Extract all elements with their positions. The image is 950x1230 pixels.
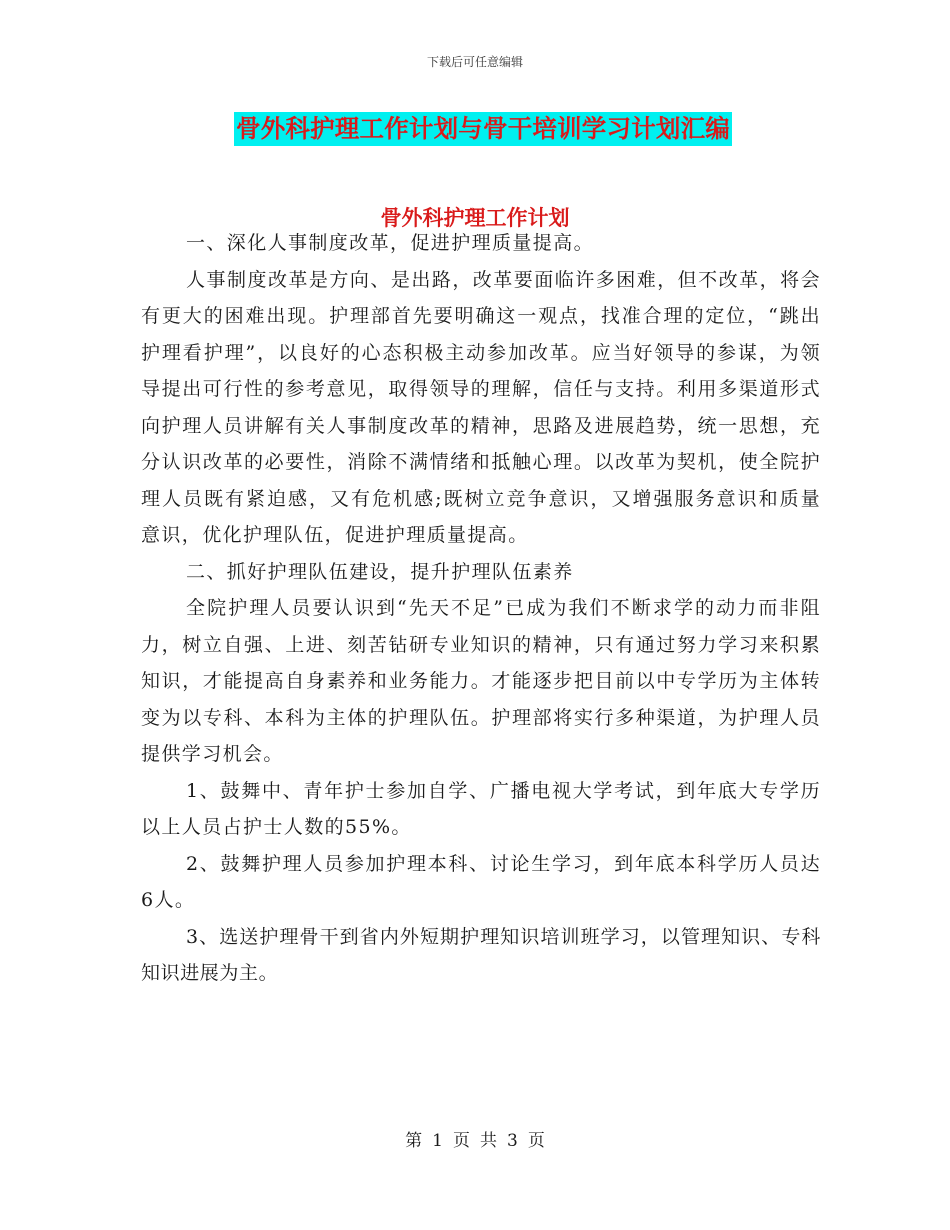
list-item-2: 2、鼓舞护理人员参加护理本科、讨论生学习，到年底本科学历人员达6人。 xyxy=(141,852,821,911)
document-main-title: 骨外科护理工作计划与骨干培训学习计划汇编 xyxy=(234,112,732,146)
heading-2: 二、抓好护理队伍建设，提升护理队伍素养 xyxy=(186,560,574,583)
section-title: 骨外科护理工作计划 xyxy=(380,206,570,230)
footer-page-word: 页 xyxy=(453,1131,470,1151)
list-item-3: 3、选送护理骨干到省内外短期护理知识培训班学习，以管理知识、专科知识进展为主。 xyxy=(141,925,821,984)
document-body xyxy=(141,225,821,992)
paragraph-1: 人事制度改革是方向、是出路，改革要面临许多困难，但不改革，将会有更大的困难出现。护理部首先要明确这一观点，找准合理的定位，“跳出护理看护理”，以良好的心态积极主动参加改革。应当好领导的参谋，为领导提出可行性的参考意见，取得领导的理解，信任与支持。利用多渠道形式向护理人员讲解有关人事制度改革的精神，思路及进展趋势，统一思想，充分认识改革的必要性，消除不满情绪和抵触心理。以改革为契机，使全院护理人员既有紧迫感，又有危机感;既树立竞争意识，又增强服务意识和质量意识，优化护理队伍，促进护理质量提高。 xyxy=(141,268,821,546)
heading-1: 一、深化人事制度改革，促进护理质量提高。 xyxy=(186,232,595,254)
list-item-1: 1、鼓舞中、青年护士参加自学、广播电视大学考试，到年底大专学历以上人员占护士人数的55%。 xyxy=(141,779,821,838)
header-note: 下载后可任意编辑 xyxy=(426,55,523,69)
total-pages: 3 xyxy=(507,1131,518,1151)
page-footer xyxy=(0,1126,950,1151)
page-number: 1 xyxy=(432,1131,443,1151)
footer-suffix: 页 xyxy=(527,1131,545,1151)
footer-total-word: 共 xyxy=(480,1131,497,1151)
footer-prefix: 第 xyxy=(405,1131,423,1151)
paragraph-2: 全院护理人员要认识到“先天不足”已成为我们不断求学的动力而非阻力，树立自强、上进、刻苦钻研专业知识的精神，只有通过努力学习来积累知识，才能提高自身素养和业务能力。才能逐步把目前以中专学历为主体转变为以专科、本科为主体的护理队伍。护理部将实行多种渠道，为护理人员提供学习机会。 xyxy=(141,597,821,765)
